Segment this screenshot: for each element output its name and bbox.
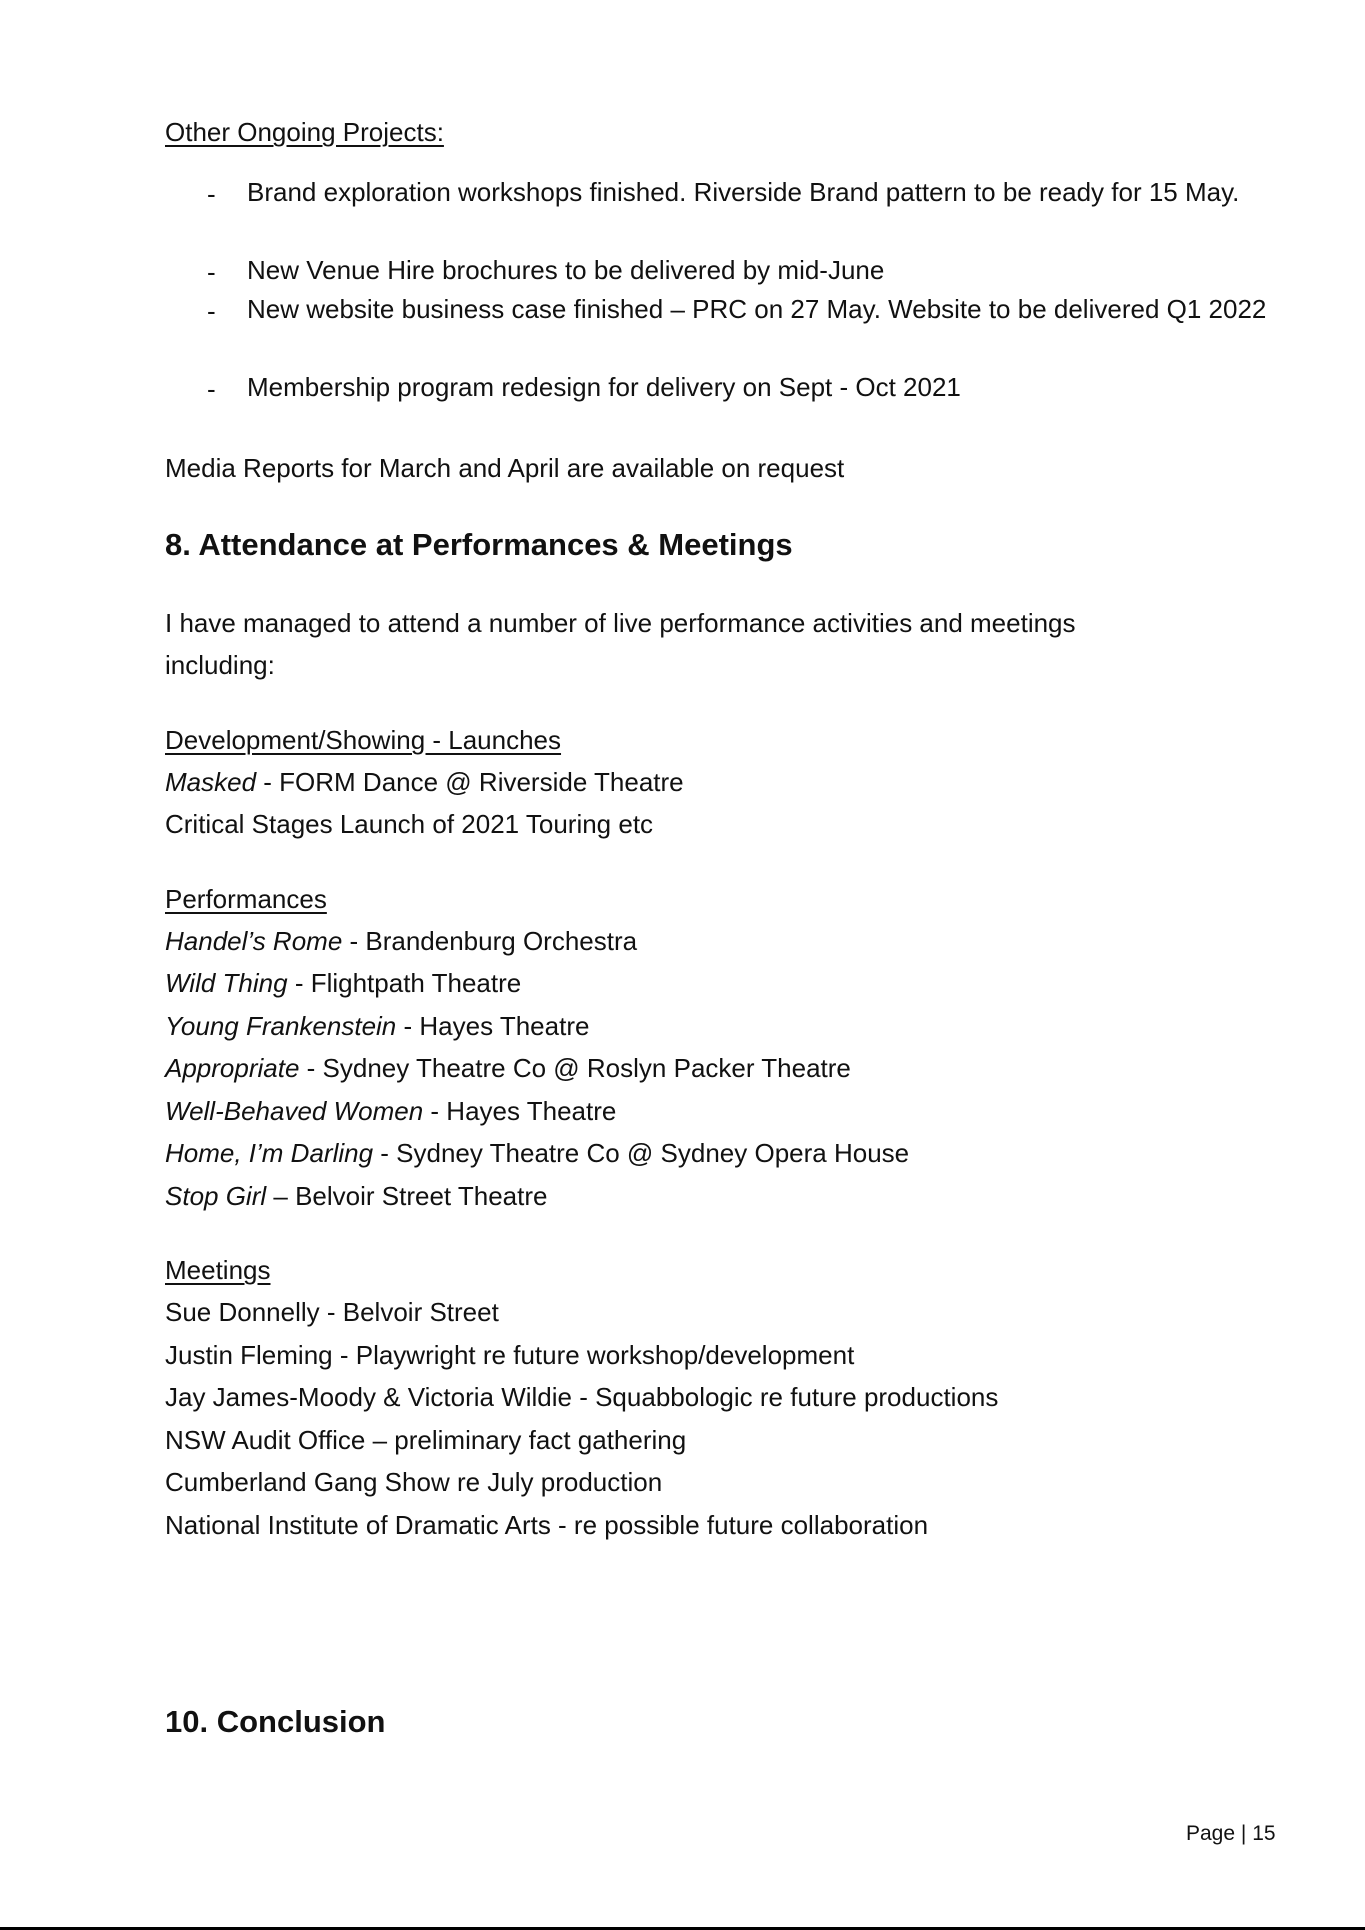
work-detail: - Hayes Theatre: [423, 1096, 617, 1126]
bullet-item: Brand exploration workshops finished. Riverside Brand pattern to be ready for 15 May.: [247, 177, 1240, 207]
work-detail: - Sydney Theatre Co @ Roslyn Packer Theatre: [299, 1053, 851, 1083]
work-detail: Critical Stages Launch of 2021 Touring etc: [165, 809, 654, 839]
meetings-heading: Meetings: [165, 1255, 271, 1285]
list-item: [165, 967, 521, 999]
work-title: Wild Thing: [165, 968, 288, 998]
performances-heading: Performances: [165, 884, 327, 914]
page-number-value: 15: [1252, 1822, 1276, 1845]
list-item: [165, 1137, 909, 1169]
work-detail: – Belvoir Street Theatre: [266, 1181, 548, 1211]
work-title: Appropriate: [165, 1053, 300, 1083]
list-item: [165, 808, 653, 840]
work-title: Masked: [165, 767, 257, 797]
bullet-item: Membership program redesign for delivery on Sept - Oct 2021: [247, 372, 961, 402]
work-detail: - Hayes Theatre: [396, 1011, 590, 1041]
page-separator: |: [1240, 1822, 1247, 1845]
section-8-intro-line-2: including:: [165, 650, 275, 680]
work-title: Stop Girl: [165, 1181, 267, 1211]
list-item: [165, 1180, 547, 1212]
work-title: Handel’s Rome: [165, 926, 343, 956]
list-item: [165, 1052, 851, 1084]
section-8-intro-line-1: I have managed to attend a number of live performance activities and meetings: [165, 608, 1076, 638]
media-reports-text: Media Reports for March and April are available on request: [165, 453, 845, 483]
section-10-heading: 10. Conclusion: [165, 1704, 386, 1739]
list-item: NSW Audit Office – preliminary fact gathering: [165, 1425, 687, 1455]
bullet-dash: -: [207, 257, 216, 287]
list-item: [165, 766, 684, 798]
work-title: Well-Behaved Women: [165, 1096, 424, 1126]
page-label: Page: [1186, 1822, 1236, 1845]
work-title: Young Frankenstein: [165, 1011, 397, 1041]
work-detail: - Sydney Theatre Co @ Sydney Opera House: [373, 1138, 910, 1168]
list-item: National Institute of Dramatic Arts - re possible future collaboration: [165, 1510, 929, 1540]
list-item: [165, 1010, 589, 1042]
list-item: [165, 1095, 616, 1127]
list-item: Justin Fleming - Playwright re future workshop/development: [165, 1340, 855, 1370]
list-item: Cumberland Gang Show re July production: [165, 1467, 663, 1497]
bullet-dash: -: [207, 296, 216, 326]
list-item: [165, 925, 637, 957]
bullet-dash: -: [207, 374, 216, 404]
bullet-item: New Venue Hire brochures to be delivered by mid-June: [247, 255, 885, 285]
list-item: Jay James-Moody & Victoria Wildie - Squabbologic re future productions: [165, 1382, 999, 1412]
work-title: Home, I’m Darling: [165, 1138, 374, 1168]
bullet-item: New website business case finished – PRC on 27 May. Website to be delivered Q1 2022: [247, 294, 1267, 324]
section-8-heading: 8. Attendance at Performances & Meetings: [165, 527, 793, 562]
page-number: [1186, 1821, 1276, 1847]
development-heading: Development/Showing - Launches: [165, 725, 562, 755]
work-detail: - Flightpath Theatre: [287, 968, 522, 998]
bullet-dash: -: [207, 179, 216, 209]
work-detail: - Brandenburg Orchestra: [342, 926, 638, 956]
list-item: Sue Donnelly - Belvoir Street: [165, 1297, 499, 1327]
other-projects-heading: Other Ongoing Projects:: [165, 117, 444, 147]
work-detail: - FORM Dance @ Riverside Theatre: [256, 767, 684, 797]
